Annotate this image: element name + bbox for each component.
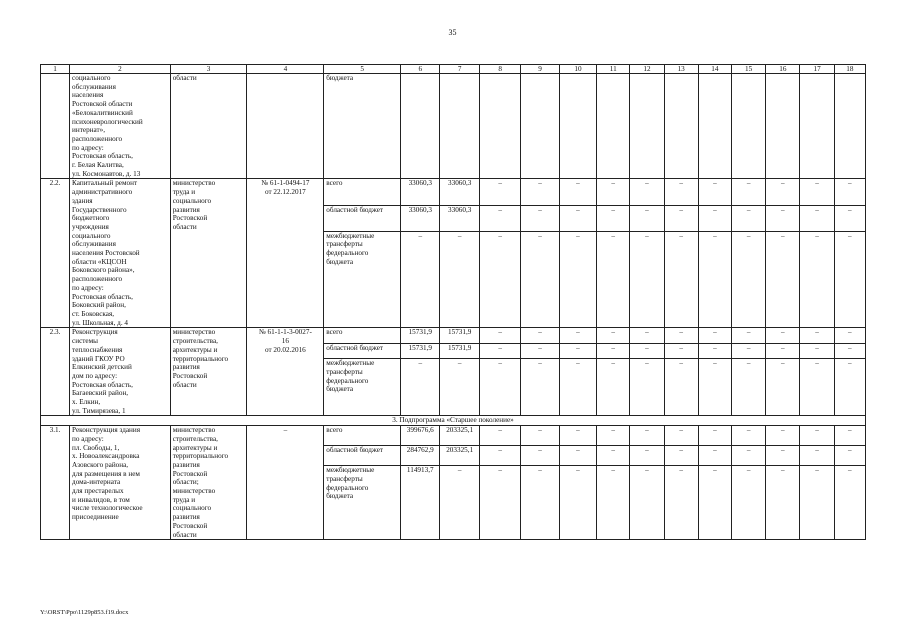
value-cell-col10: – (559, 179, 596, 205)
value-cell-col16: – (766, 179, 800, 205)
value-cell-col12: – (630, 466, 664, 540)
value-cell-col7: 203325,1 (440, 446, 479, 466)
value-cell-col14: – (698, 205, 731, 231)
value-cell-col11: – (597, 466, 630, 540)
value-cell-col10: – (559, 426, 596, 446)
value-cell-col15: – (732, 446, 766, 466)
value-cell-col7: 203325,1 (440, 426, 479, 446)
value-cell-col6 (401, 74, 440, 179)
value-cell-col18: – (834, 343, 865, 358)
value-cell-col13: – (664, 359, 698, 416)
value-cell-col13: – (664, 466, 698, 540)
value-cell-col9: – (521, 231, 559, 328)
column-number-17: 17 (800, 65, 834, 74)
funding-source-cell: областной бюджет (324, 205, 401, 231)
column-number-10: 10 (559, 65, 596, 74)
value-cell-col17: – (800, 359, 834, 416)
value-cell-col11: – (597, 343, 630, 358)
value-cell-col14: – (698, 328, 731, 343)
document-cell (247, 74, 324, 179)
subprogram-row (41, 416, 866, 426)
funding-source-cell: межбюджетные трансферты федерального бюджета (324, 466, 401, 540)
value-cell-col11 (597, 74, 630, 179)
funding-source-cell: межбюджетные трансферты федерального бюджета (324, 359, 401, 416)
value-cell-col17: – (800, 328, 834, 343)
executor-cell: области (170, 74, 247, 179)
funding-source-cell: всего (324, 328, 401, 343)
value-cell-col9: – (521, 179, 559, 205)
column-number-5: 5 (324, 65, 401, 74)
column-number-1: 1 (41, 65, 70, 74)
funding-source-cell: областной бюджет (324, 446, 401, 466)
value-cell-col18: – (834, 231, 865, 328)
value-cell-col8: – (479, 328, 521, 343)
value-cell-col12: – (630, 359, 664, 416)
value-cell-col10: – (559, 466, 596, 540)
row-number-cell: 2.2. (41, 179, 70, 328)
value-cell-col14: – (698, 179, 731, 205)
value-cell-col13 (664, 74, 698, 179)
funding-source-cell: бюджета (324, 74, 401, 179)
value-cell-col10: – (559, 343, 596, 358)
value-cell-col6: 33060,3 (401, 179, 440, 205)
funding-source-cell: межбюджетные трансферты федерального бюджета (324, 231, 401, 328)
column-number-row (41, 65, 866, 74)
value-cell-col8: – (479, 205, 521, 231)
value-cell-col16: – (766, 343, 800, 358)
executor-cell: министерство труда и социального развития Ростовской области (170, 179, 247, 328)
column-number-16: 16 (766, 65, 800, 74)
object-name-cell: Реконструкция здания по адресу: пл. Свободы, 1, х. Новоалександровка Азовского района, для размещения в нем дома-интерната для престарелых и инвалидов, в том числе технологическое присоединение (70, 426, 171, 540)
value-cell-col9: – (521, 328, 559, 343)
value-cell-col15: – (732, 359, 766, 416)
value-cell-col18: – (834, 426, 865, 446)
value-cell-col15: – (732, 231, 766, 328)
value-cell-col10: – (559, 231, 596, 328)
column-number-7: 7 (440, 65, 479, 74)
value-cell-col12: – (630, 426, 664, 446)
value-cell-col14: – (698, 446, 731, 466)
value-cell-col15: – (732, 466, 766, 540)
column-number-6: 6 (401, 65, 440, 74)
value-cell-col12: – (630, 231, 664, 328)
continuation-row (41, 74, 866, 179)
value-cell-col18: – (834, 359, 865, 416)
object-name-cell: социального обслуживания населения Ростовской области «Белокалитвинский психоневрологический интернат», расположенного по адресу: Ростовская область, г. Белая Калитва, ул. Космонавтов, д. 13 (70, 74, 171, 179)
column-number-3: 3 (170, 65, 247, 74)
value-cell-col16: – (766, 446, 800, 466)
value-cell-col18: – (834, 205, 865, 231)
value-cell-col18: – (834, 179, 865, 205)
value-cell-col9 (521, 74, 559, 179)
value-cell-col10: – (559, 446, 596, 466)
value-cell-col13: – (664, 205, 698, 231)
value-cell-col16 (766, 74, 800, 179)
file-path: Y:\ORST\Ppo\1129p853.f19.docx (40, 609, 129, 616)
object-name-cell: Реконструкция системы теплоснабжения зданий ГКОУ РО Елкинский детский дом по адресу: Ростовская область, Багаевский район, х. Елкин, ул. Тимирязева, 1 (70, 328, 171, 416)
value-cell-col18: – (834, 466, 865, 540)
value-cell-col17: – (800, 466, 834, 540)
value-cell-col16: – (766, 466, 800, 540)
value-cell-col14: – (698, 426, 731, 446)
value-cell-col8: – (479, 359, 521, 416)
value-cell-col17: – (800, 179, 834, 205)
value-cell-col8: – (479, 179, 521, 205)
row-number-cell: 3.1. (41, 426, 70, 540)
object-name-cell: Капитальный ремонт административного здания Государственного бюджетного учреждения социального обслуживания населения Ростовской области «КЦСОН Боковского района», расположенного по адресу: Ростовская область, Боковский район, ст. Боковская, ул. Школьная, д. 4 (70, 179, 171, 328)
value-cell-col16: – (766, 426, 800, 446)
value-cell-col10 (559, 74, 596, 179)
value-cell-col17: – (800, 426, 834, 446)
value-cell-col7: – (440, 231, 479, 328)
value-cell-col14 (698, 74, 731, 179)
value-cell-col10: – (559, 328, 596, 343)
executor-cell: министерство строительства, архитектуры и территориального развития Ростовской области (170, 328, 247, 416)
value-cell-col8: – (479, 426, 521, 446)
column-number-14: 14 (698, 65, 731, 74)
column-number-4: 4 (247, 65, 324, 74)
value-cell-col15: – (732, 328, 766, 343)
value-cell-col11: – (597, 426, 630, 446)
value-cell-col14: – (698, 231, 731, 328)
value-cell-col6: 284762,9 (401, 446, 440, 466)
value-cell-col16: – (766, 359, 800, 416)
value-cell-col16: – (766, 205, 800, 231)
value-cell-col8: – (479, 446, 521, 466)
value-cell-col11: – (597, 179, 630, 205)
table-row (41, 426, 866, 446)
value-cell-col10: – (559, 205, 596, 231)
value-cell-col9: – (521, 359, 559, 416)
value-cell-col11: – (597, 231, 630, 328)
value-cell-col13: – (664, 179, 698, 205)
value-cell-col11: – (597, 328, 630, 343)
value-cell-col7 (440, 74, 479, 179)
value-cell-col13: – (664, 446, 698, 466)
column-number-11: 11 (597, 65, 630, 74)
value-cell-col9: – (521, 343, 559, 358)
value-cell-col9: – (521, 205, 559, 231)
value-cell-col18 (834, 74, 865, 179)
table-row (41, 328, 866, 343)
value-cell-col13: – (664, 426, 698, 446)
value-cell-col8: – (479, 466, 521, 540)
value-cell-col12: – (630, 446, 664, 466)
value-cell-col7: 15731,9 (440, 328, 479, 343)
funding-source-cell: областной бюджет (324, 343, 401, 358)
table-row (41, 179, 866, 205)
document-cell: № 61-1-1-3-0027- 16 от 20.02.2016 (247, 328, 324, 416)
value-cell-col15 (732, 74, 766, 179)
value-cell-col17: – (800, 343, 834, 358)
value-cell-col7: 33060,3 (440, 179, 479, 205)
value-cell-col15: – (732, 426, 766, 446)
value-cell-col6: – (401, 359, 440, 416)
value-cell-col6: 114913,7 (401, 466, 440, 540)
value-cell-col16: – (766, 328, 800, 343)
value-cell-col8 (479, 74, 521, 179)
value-cell-col9: – (521, 446, 559, 466)
funding-source-cell: всего (324, 426, 401, 446)
value-cell-col17: – (800, 446, 834, 466)
value-cell-col8: – (479, 231, 521, 328)
funding-source-cell: всего (324, 179, 401, 205)
executor-cell: министерство строительства, архитектуры и территориального развития Ростовской области; министерство труда и социального развития Ростовской области (170, 426, 247, 540)
value-cell-col18: – (834, 328, 865, 343)
budget-table (40, 64, 866, 540)
value-cell-col13: – (664, 328, 698, 343)
value-cell-col6: – (401, 231, 440, 328)
value-cell-col15: – (732, 343, 766, 358)
value-cell-col12 (630, 74, 664, 179)
value-cell-col6: 15731,9 (401, 328, 440, 343)
value-cell-col17: – (800, 231, 834, 328)
value-cell-col11: – (597, 359, 630, 416)
value-cell-col9: – (521, 426, 559, 446)
column-number-13: 13 (664, 65, 698, 74)
column-number-8: 8 (479, 65, 521, 74)
column-number-9: 9 (521, 65, 559, 74)
value-cell-col7: 15731,9 (440, 343, 479, 358)
value-cell-col14: – (698, 343, 731, 358)
value-cell-col17: – (800, 205, 834, 231)
value-cell-col6: 15731,9 (401, 343, 440, 358)
value-cell-col12: – (630, 328, 664, 343)
value-cell-col15: – (732, 179, 766, 205)
row-number-cell (41, 74, 70, 179)
column-number-18: 18 (834, 65, 865, 74)
value-cell-col7: – (440, 466, 479, 540)
value-cell-col17 (800, 74, 834, 179)
value-cell-col6: 399676,6 (401, 426, 440, 446)
column-number-12: 12 (630, 65, 664, 74)
value-cell-col6: 33060,3 (401, 205, 440, 231)
value-cell-col15: – (732, 205, 766, 231)
value-cell-col11: – (597, 446, 630, 466)
value-cell-col13: – (664, 231, 698, 328)
document-cell: – (247, 426, 324, 540)
value-cell-col7: – (440, 359, 479, 416)
value-cell-col14: – (698, 466, 731, 540)
value-cell-col18: – (834, 446, 865, 466)
value-cell-col12: – (630, 205, 664, 231)
document-cell: № 61-1-0494-17 от 22.12.2017 (247, 179, 324, 328)
value-cell-col12: – (630, 343, 664, 358)
column-number-2: 2 (70, 65, 171, 74)
value-cell-col16: – (766, 231, 800, 328)
value-cell-col11: – (597, 205, 630, 231)
value-cell-col13: – (664, 343, 698, 358)
value-cell-col12: – (630, 179, 664, 205)
value-cell-col8: – (479, 343, 521, 358)
value-cell-col10: – (559, 359, 596, 416)
column-number-15: 15 (732, 65, 766, 74)
subprogram-title: 3. Подпрограмма «Старшее поколение» (41, 416, 866, 426)
row-number-cell: 2.3. (41, 328, 70, 416)
page-number: 35 (448, 28, 457, 37)
value-cell-col14: – (698, 359, 731, 416)
value-cell-col7: 33060,3 (440, 205, 479, 231)
value-cell-col9: – (521, 466, 559, 540)
